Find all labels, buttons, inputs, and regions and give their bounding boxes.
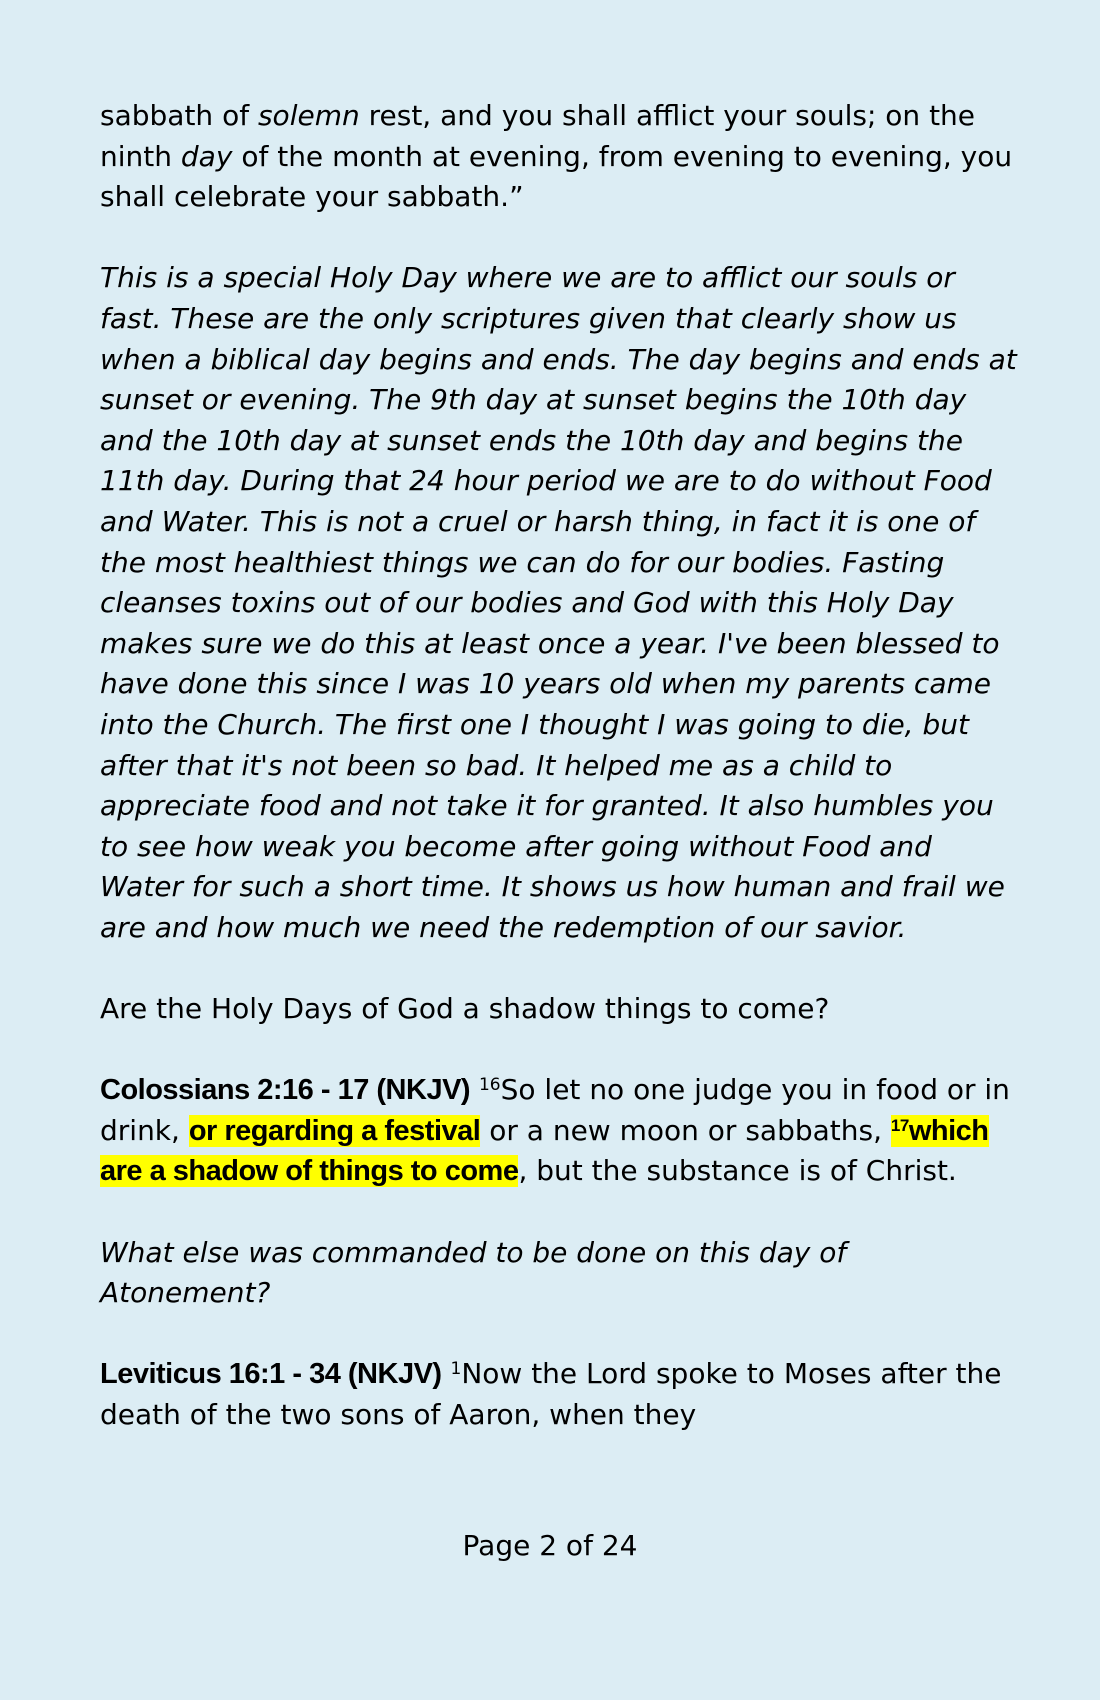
scripture-continuation bbox=[100, 96, 1020, 218]
question-paragraph: What else was commanded to be done on this day of Atonement? bbox=[100, 1235, 847, 1310]
question-paragraph: Are the Holy Days of God a shadow things to come? bbox=[100, 992, 830, 1026]
scripture-reference: Colossians 2:16 - 17 (NKJV) bbox=[100, 1074, 471, 1107]
document-page bbox=[100, 96, 1020, 1476]
colossians-passage bbox=[100, 1070, 1020, 1192]
verse-number: 16 bbox=[478, 1075, 501, 1096]
verse-number: 1 bbox=[450, 1359, 462, 1380]
highlighted-text: which are a shadow of things to come bbox=[100, 1114, 989, 1188]
verse-text: So let no one judge you in food or in drink, bbox=[100, 1073, 1010, 1147]
text-segment: sabbath of bbox=[100, 99, 258, 132]
text-segment: rest, and you shall afflict your souls; on the ninth bbox=[100, 99, 976, 173]
text-segment: of the month at evening, from evening to evening, you shall celebrate your sabbath.” bbox=[100, 139, 1013, 214]
scripture-reference: Leviticus 16:1 - 34 (NKJV) bbox=[100, 1358, 442, 1391]
italic-word: solemn bbox=[257, 99, 360, 132]
verse-number: 17 bbox=[890, 1115, 909, 1135]
verse-text: or a new moon or sabbaths, bbox=[480, 1113, 891, 1147]
verse-text: Now the Lord spoke to Moses after the death of the two sons of Aaron, when they bbox=[100, 1357, 1002, 1431]
page-number: Page 2 of 24 bbox=[462, 1529, 638, 1562]
leviticus-passage bbox=[100, 1354, 1020, 1435]
verse-text: , but the substance is of Christ. bbox=[518, 1154, 957, 1188]
highlighted-phrase: or regarding a festival bbox=[188, 1114, 481, 1147]
italic-word: day bbox=[180, 139, 233, 173]
commentary-paragraph: This is a special Holy Day where we are to afflict our souls or fast. These are the only scriptures given that clearly show us when a biblical day begins and ends. The day begins and ends at sunset or evening. The 9th day at sunset begins the 10th day and the 10th day at sunset ends the 10th day and begins the 11th day. During that 24 hour period we are to do without Food and Water. This is not a cruel or harsh thing, in fact it is one of the most healthiest things we can do for our bodies. Fasting cleanses toxins out of our bodies and God with this Holy Day makes sure we do this at least once a year. I've been blessed to have done this since I was 10 years old when my parents came into the Church. The first one I thought I was going to die, but after that it's not been so bad. It helped me as a child to appreciate food and not take it for granted. It also humbles you to see how weak you become after going without Food and Water for such a short time. It shows us how human and frail we are and how much we need the redemption of our savior. bbox=[100, 261, 1017, 944]
